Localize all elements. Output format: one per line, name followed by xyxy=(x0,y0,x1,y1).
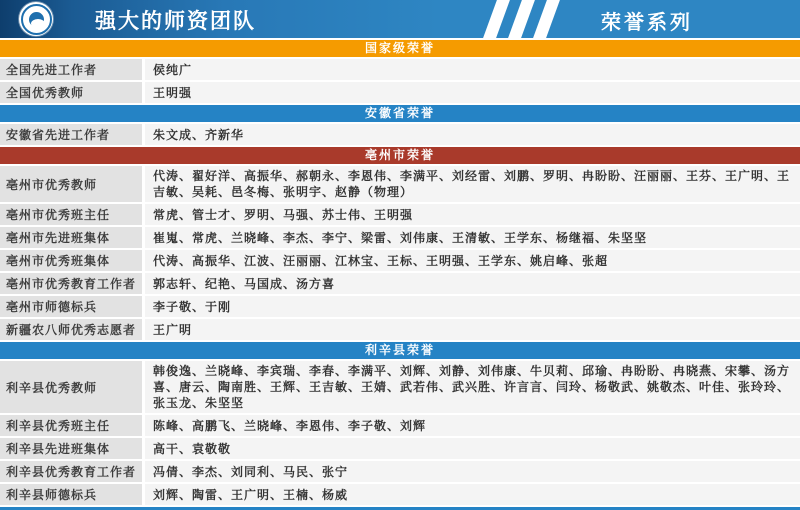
row-label: 利辛县优秀教师 xyxy=(0,361,142,413)
row-value: 韩俊逸、兰晓峰、李宾瑞、李春、李满平、刘辉、刘静、刘伟康、牛贝莉、邱瑜、冉盼盼、冉晓燕、宋攀、汤方喜、唐云、陶南胜、王辉、王吉敏、王婧、武若伟、武兴胜、许言言、闫玲、杨敬武、姚敬杰、叶佳、张玲玲、张玉龙、朱坚坚 xyxy=(145,361,800,413)
honor-sections xyxy=(0,40,800,505)
row-value: 侯纯广 xyxy=(145,59,800,80)
table-row xyxy=(0,124,800,145)
row-label: 亳州市师德标兵 xyxy=(0,296,142,317)
table-row xyxy=(0,227,800,248)
stripe-icon xyxy=(483,0,510,38)
row-value: 常虎、管士才、罗明、马强、苏士伟、王明强 xyxy=(145,204,800,225)
row-label: 安徽省先进工作者 xyxy=(0,124,142,145)
section-header-bar: 亳州市荣誉 xyxy=(0,147,800,164)
section-header-bar: 安徽省荣誉 xyxy=(0,105,800,122)
page-title: 强大的师资团队 xyxy=(95,10,256,33)
table-row xyxy=(0,319,800,340)
row-label: 亳州市优秀班主任 xyxy=(0,204,142,225)
table-row xyxy=(0,296,800,317)
row-label: 全国优秀教师 xyxy=(0,82,142,103)
table-row xyxy=(0,59,800,80)
row-value: 王广明 xyxy=(145,319,800,340)
table-row xyxy=(0,250,800,271)
table-row xyxy=(0,204,800,225)
row-value: 陈峰、高鹏飞、兰晓峰、李恩伟、李子敬、刘辉 xyxy=(145,415,800,436)
series-title: 荣誉系列 xyxy=(601,12,693,34)
row-label: 亳州市优秀班集体 xyxy=(0,250,142,271)
school-logo-emblem xyxy=(29,12,44,27)
stripe-icon xyxy=(533,0,560,38)
section-header-bar: 利辛县荣誉 xyxy=(0,342,800,359)
row-label: 利辛县师德标兵 xyxy=(0,484,142,505)
row-value: 朱文成、齐新华 xyxy=(145,124,800,145)
school-logo-icon xyxy=(19,2,53,36)
table-row xyxy=(0,82,800,103)
row-value: 王明强 xyxy=(145,82,800,103)
row-value: 李子敬、于刚 xyxy=(145,296,800,317)
section-header-bar: 国家级荣誉 xyxy=(0,40,800,57)
school-logo-ring xyxy=(21,4,52,35)
table-row xyxy=(0,273,800,294)
row-value: 刘辉、陶雷、王广明、王楠、杨威 xyxy=(145,484,800,505)
stripe-icon xyxy=(508,0,535,38)
row-label: 全国先进工作者 xyxy=(0,59,142,80)
row-value: 郭志轩、纪艳、马国成、汤方喜 xyxy=(145,273,800,294)
table-row xyxy=(0,361,800,413)
row-value: 代涛、高振华、江波、汪丽丽、江林宝、王标、王明强、王学东、姚启峰、张超 xyxy=(145,250,800,271)
row-value: 冯倩、李杰、刘同利、马民、张宁 xyxy=(145,461,800,482)
row-value: 崔嵬、常虎、兰晓峰、李杰、李宁、梁雷、刘伟康、王清敏、王学东、杨继福、朱坚坚 xyxy=(145,227,800,248)
row-label: 新疆农八师优秀志愿者 xyxy=(0,319,142,340)
row-label: 亳州市先进班集体 xyxy=(0,227,142,248)
diagonal-stripes-icon xyxy=(490,0,565,38)
row-label: 利辛县优秀班主任 xyxy=(0,415,142,436)
row-label: 利辛县先进班集体 xyxy=(0,438,142,459)
row-value: 高干、袁敬敬 xyxy=(145,438,800,459)
row-label: 亳州市优秀教育工作者 xyxy=(0,273,142,294)
row-label: 亳州市优秀教师 xyxy=(0,166,142,202)
table-row xyxy=(0,166,800,202)
slide-header xyxy=(0,0,800,38)
table-row xyxy=(0,438,800,459)
table-row xyxy=(0,461,800,482)
table-row xyxy=(0,415,800,436)
table-row xyxy=(0,484,800,505)
row-label: 利辛县优秀教育工作者 xyxy=(0,461,142,482)
row-value: 代涛、翟好洋、高振华、郝朝永、李恩伟、李满平、刘经雷、刘鹏、罗明、冉盼盼、汪丽丽、王芬、王广明、王吉敏、吴耗、邑冬梅、张明宇、赵静（物理） xyxy=(145,166,800,202)
